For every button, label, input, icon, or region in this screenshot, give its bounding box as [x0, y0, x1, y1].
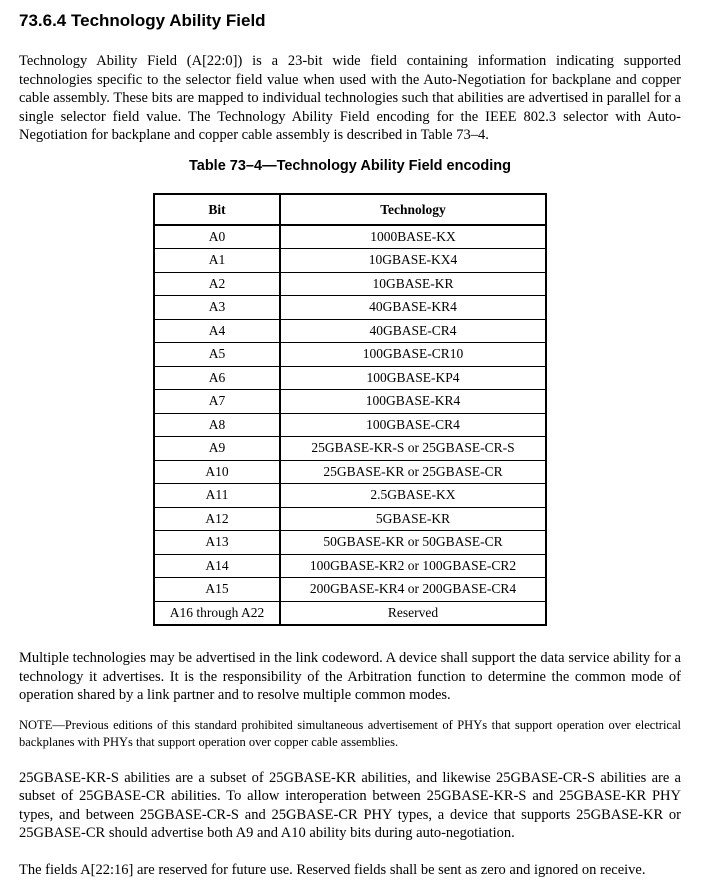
table-row [154, 296, 546, 320]
header-bit: Bit [154, 194, 280, 225]
cell-bit: A0 [154, 225, 280, 249]
table-row [154, 578, 546, 602]
table-row [154, 460, 546, 484]
cell-technology: 2.5GBASE-KX [280, 484, 546, 508]
cell-bit: A7 [154, 390, 280, 414]
cell-bit: A9 [154, 437, 280, 461]
table-row [154, 484, 546, 508]
cell-technology: Reserved [280, 601, 546, 625]
cell-bit: A5 [154, 343, 280, 367]
table-row [154, 249, 546, 273]
cell-technology: 10GBASE-KX4 [280, 249, 546, 273]
table-row [154, 390, 546, 414]
cell-technology: 40GBASE-KR4 [280, 296, 546, 320]
table-header-row [154, 194, 546, 225]
table-row [154, 507, 546, 531]
cell-technology: 100GBASE-CR4 [280, 413, 546, 437]
subset-paragraph: 25GBASE-KR-S abilities are a subset of 25GBASE-KR abilities, and likewise 25GBASE-CR-S abilities are a subset of 25GBASE-CR abilities. To allow interoperation between 25GBASE-KR-S and 25GBASE-KR PHY types, and between 25GBASE-CR-S and 25GBASE-CR PHY types, a device that supports 25GBASE-KR or 25GBASE-CR should advertise both A9 and A10 ability bits during auto-negotiation. [19, 769, 681, 841]
table-row [154, 366, 546, 390]
cell-bit: A2 [154, 272, 280, 296]
technology-ability-table [153, 193, 547, 627]
cell-technology: 10GBASE-KR [280, 272, 546, 296]
header-technology: Technology [280, 194, 546, 225]
table-caption: Table 73–4—Technology Ability Field encoding [188, 157, 511, 174]
cell-bit: A14 [154, 554, 280, 578]
table-row [154, 225, 546, 249]
section-heading: 73.6.4 Technology Ability Field [19, 11, 266, 30]
cell-technology: 50GBASE-KR or 50GBASE-CR [280, 531, 546, 555]
table-row [154, 554, 546, 578]
cell-technology: 25GBASE-KR-S or 25GBASE-CR-S [280, 437, 546, 461]
cell-technology: 5GBASE-KR [280, 507, 546, 531]
cell-technology: 100GBASE-KP4 [280, 366, 546, 390]
table-row [154, 601, 546, 625]
table-row [154, 319, 546, 343]
cell-bit: A15 [154, 578, 280, 602]
cell-bit: A16 through A22 [154, 601, 280, 625]
cell-bit: A8 [154, 413, 280, 437]
cell-technology: 100GBASE-CR10 [280, 343, 546, 367]
cell-bit: A13 [154, 531, 280, 555]
intro-paragraph: Technology Ability Field (A[22:0]) is a 23-bit wide field containing information indicating supported technologies specific to the selector field value when used with the Auto-Negotiation for backplane and copper cable assembly. These bits are mapped to individual technologies such that abilities are advertised in parallel for a single selector field value. The Technology Ability Field encoding for the IEEE 802.3 selector with Auto-Negotiation for backplane and copper cable assembly is described in Table 73–4. [19, 53, 681, 143]
reserved-paragraph: The fields A[22:16] are reserved for future use. Reserved fields shall be sent as zero and ignored on receive. [19, 861, 646, 878]
cell-bit: A4 [154, 319, 280, 343]
table-row [154, 437, 546, 461]
cell-bit: A1 [154, 249, 280, 273]
cell-bit: A11 [154, 484, 280, 508]
document-page [19, 10, 681, 879]
cell-technology: 100GBASE-KR4 [280, 390, 546, 414]
cell-bit: A3 [154, 296, 280, 320]
cell-technology: 40GBASE-CR4 [280, 319, 546, 343]
cell-technology: 25GBASE-KR or 25GBASE-CR [280, 460, 546, 484]
table-row [154, 413, 546, 437]
cell-bit: A10 [154, 460, 280, 484]
cell-technology: 200GBASE-KR4 or 200GBASE-CR4 [280, 578, 546, 602]
table-row [154, 531, 546, 555]
table-row [154, 343, 546, 367]
note-paragraph: NOTE—Previous editions of this standard prohibited simultaneous advertisement of PHYs that support operation over electrical backplanes with PHYs that support operation over copper cable assemblies. [19, 717, 681, 749]
cell-bit: A6 [154, 366, 280, 390]
multiple-technologies-paragraph: Multiple technologies may be advertised in the link codeword. A device shall support the data service ability for a technology it advertises. It is the responsibility of the Arbitration function to determine the common mode of operation shared by a link partner and to resolve multiple common modes. [19, 650, 681, 703]
cell-technology: 1000BASE-KX [280, 225, 546, 249]
cell-bit: A12 [154, 507, 280, 531]
cell-technology: 100GBASE-KR2 or 100GBASE-CR2 [280, 554, 546, 578]
table-body [154, 225, 546, 626]
table-row [154, 272, 546, 296]
